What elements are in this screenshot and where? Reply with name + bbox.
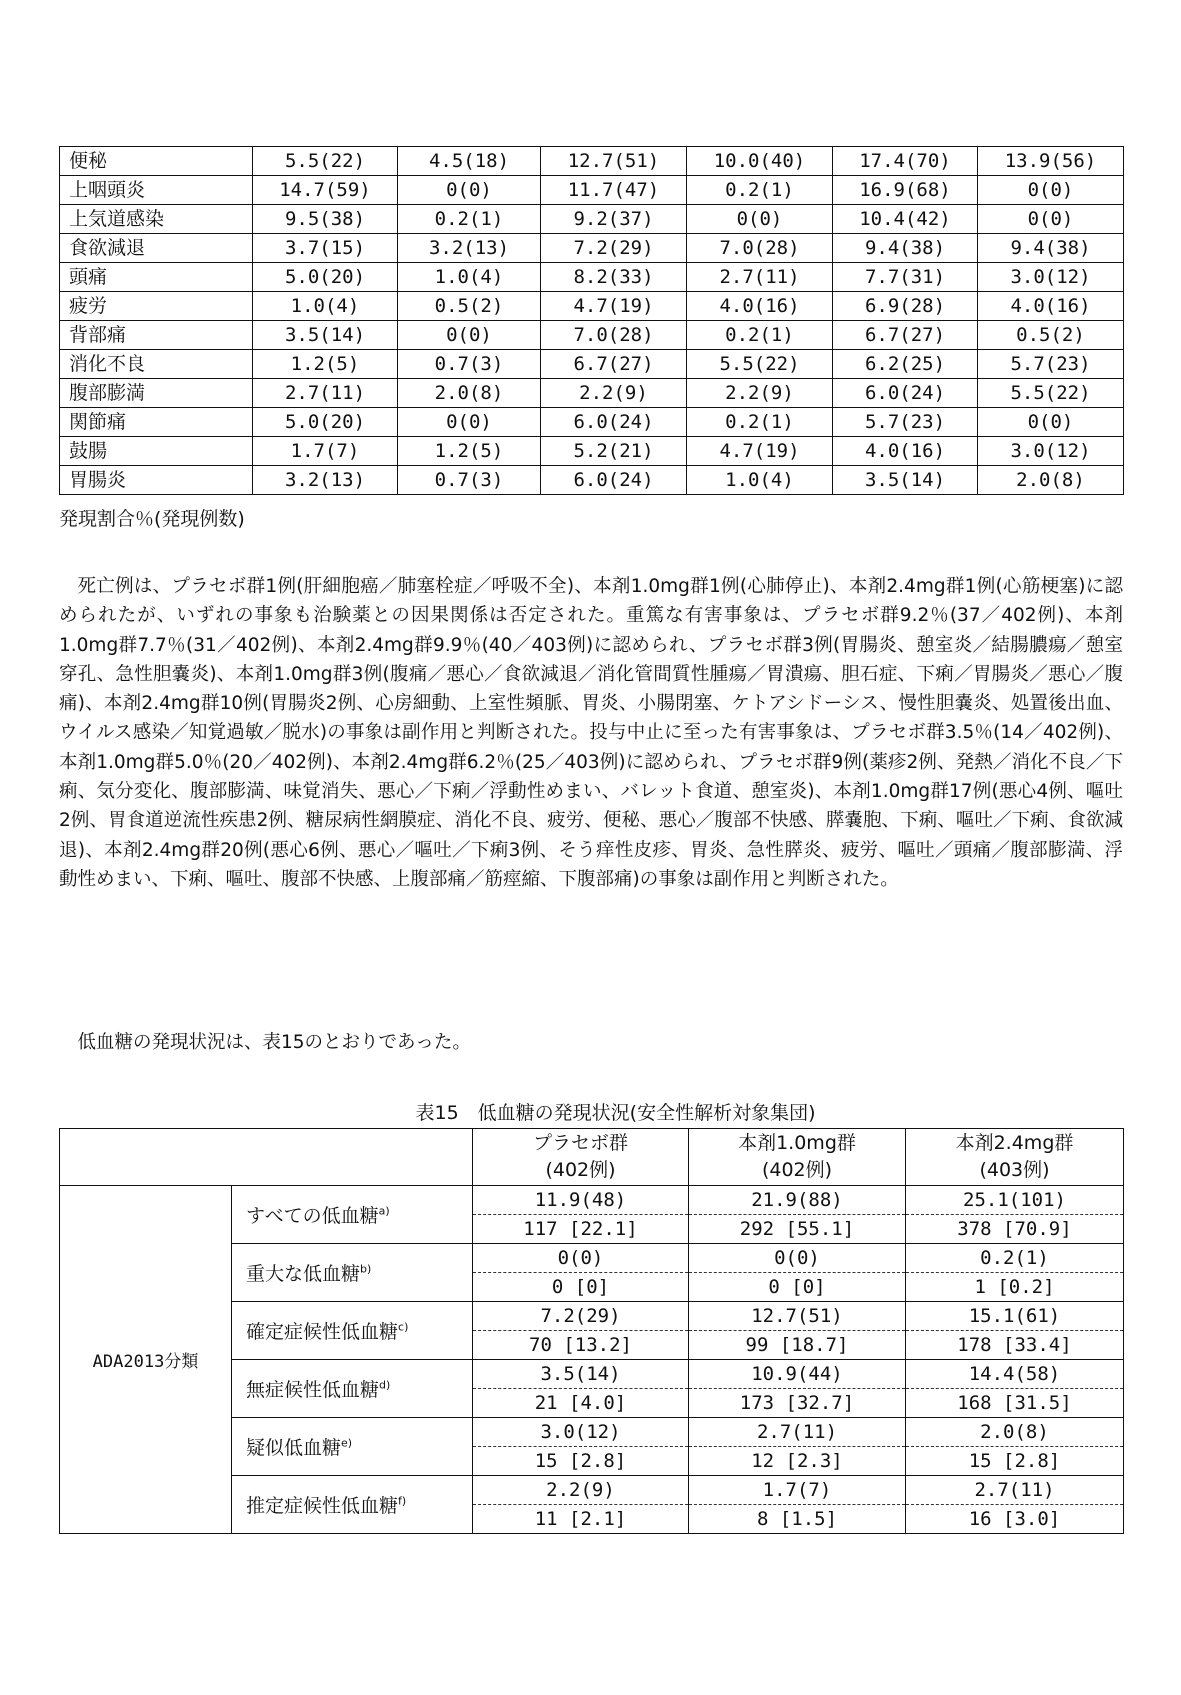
value-cell: 4.0(16)	[978, 292, 1124, 321]
value-cell: 3.2(13)	[398, 234, 541, 263]
incidence-cell: 12.7(51)	[689, 1302, 906, 1331]
value-cell: 10.0(40)	[687, 147, 833, 176]
table-row	[60, 1186, 1124, 1215]
value-cell: 5.2(21)	[541, 437, 687, 466]
value-cell: 1.0(4)	[687, 466, 833, 495]
value-cell: 0.5(2)	[398, 292, 541, 321]
value-cell: 1.7(7)	[253, 437, 398, 466]
value-cell: 2.2(9)	[541, 379, 687, 408]
event-count-cell: 178 [33.4]	[906, 1331, 1124, 1360]
event-count-cell: 8 [1.5]	[689, 1505, 906, 1534]
header-n: (402例)	[761, 1159, 833, 1181]
value-cell: 2.7(11)	[253, 379, 398, 408]
event-name-cell: 胃腸炎	[60, 466, 253, 495]
value-cell: 6.7(27)	[833, 321, 978, 350]
footnote-marker: d)	[379, 1378, 391, 1392]
value-cell: 0.5(2)	[978, 321, 1124, 350]
value-cell: 12.7(51)	[541, 147, 687, 176]
category-label: 推定症候性低血糖	[246, 1495, 399, 1517]
incidence-cell: 0.2(1)	[906, 1244, 1124, 1273]
value-cell: 3.0(12)	[978, 263, 1124, 292]
table-row	[60, 379, 1124, 408]
header-row	[60, 1129, 1124, 1186]
incidence-cell: 15.1(61)	[906, 1302, 1124, 1331]
table-caption: 表15 低血糖の発現状況(安全性解析対象集団)	[415, 1102, 816, 1124]
table-row	[60, 263, 1124, 292]
value-cell: 17.4(70)	[833, 147, 978, 176]
value-cell: 1.0(4)	[398, 263, 541, 292]
category-cell	[232, 1244, 473, 1302]
value-cell: 2.0(8)	[398, 379, 541, 408]
event-count-cell: 292 [55.1]	[689, 1215, 906, 1244]
category-label: 重大な低血糖	[246, 1263, 361, 1285]
event-count-cell: 168 [31.5]	[906, 1389, 1124, 1418]
incidence-cell: 21.9(88)	[689, 1186, 906, 1215]
value-cell: 0(0)	[978, 205, 1124, 234]
value-cell: 1.2(5)	[398, 437, 541, 466]
event-count-cell: 21 [4.0]	[473, 1389, 689, 1418]
footnote-marker: a)	[378, 1204, 390, 1218]
event-count-cell: 378 [70.9]	[906, 1215, 1124, 1244]
incidence-cell: 2.2(9)	[473, 1476, 689, 1505]
incidence-cell: 1.7(7)	[689, 1476, 906, 1505]
incidence-cell: 2.7(11)	[906, 1476, 1124, 1505]
event-count-cell: 11 [2.1]	[473, 1505, 689, 1534]
value-cell: 2.2(9)	[687, 379, 833, 408]
value-cell: 9.2(37)	[541, 205, 687, 234]
value-cell: 1.0(4)	[253, 292, 398, 321]
event-name-cell: 関節痛	[60, 408, 253, 437]
table-row	[60, 437, 1124, 466]
header-name: プラセボ群	[532, 1132, 628, 1154]
event-count-cell: 117 [22.1]	[473, 1215, 689, 1244]
value-cell: 6.0(24)	[541, 466, 687, 495]
table-note: 発現割合％(発現例数)	[59, 508, 245, 530]
value-cell: 3.2(13)	[253, 466, 398, 495]
value-cell: 5.7(23)	[833, 408, 978, 437]
value-cell: 0.7(3)	[398, 466, 541, 495]
table-row	[60, 176, 1124, 205]
category-label: 確定症候性低血糖	[246, 1321, 399, 1343]
value-cell: 9.4(38)	[978, 234, 1124, 263]
value-cell: 4.5(18)	[398, 147, 541, 176]
value-cell: 3.7(15)	[253, 234, 398, 263]
category-cell	[232, 1186, 473, 1244]
value-cell: 5.0(20)	[253, 263, 398, 292]
event-count-cell: 15 [2.8]	[906, 1447, 1124, 1476]
value-cell: 6.0(24)	[541, 408, 687, 437]
value-cell: 5.5(22)	[687, 350, 833, 379]
value-cell: 5.5(22)	[253, 147, 398, 176]
value-cell: 0(0)	[398, 321, 541, 350]
value-cell: 6.2(25)	[833, 350, 978, 379]
table-row	[60, 205, 1124, 234]
event-name-cell: 上気道感染	[60, 205, 253, 234]
event-count-cell: 1 [0.2]	[906, 1273, 1124, 1302]
value-cell: 2.7(11)	[687, 263, 833, 292]
table-row	[60, 234, 1124, 263]
event-count-cell: 16 [3.0]	[906, 1505, 1124, 1534]
event-count-cell: 173 [32.7]	[689, 1389, 906, 1418]
category-cell	[232, 1302, 473, 1360]
event-name-cell: 背部痛	[60, 321, 253, 350]
group-label-cell: ADA2013分類	[60, 1186, 232, 1534]
value-cell: 0(0)	[398, 176, 541, 205]
adverse-events-table	[59, 146, 1124, 495]
value-cell: 3.5(14)	[253, 321, 398, 350]
incidence-cell: 25.1(101)	[906, 1186, 1124, 1215]
value-cell: 4.0(16)	[833, 437, 978, 466]
event-count-cell: 0 [0]	[473, 1273, 689, 1302]
event-name-cell: 食欲減退	[60, 234, 253, 263]
incidence-cell: 7.2(29)	[473, 1302, 689, 1331]
footnote-marker: c)	[398, 1320, 409, 1334]
header-name: 本剤2.4mg群	[955, 1132, 1074, 1154]
value-cell: 0(0)	[978, 176, 1124, 205]
incidence-cell: 14.4(58)	[906, 1360, 1124, 1389]
value-cell: 0.2(1)	[687, 321, 833, 350]
event-name-cell: 便秘	[60, 147, 253, 176]
value-cell: 3.0(12)	[978, 437, 1124, 466]
category-cell	[232, 1360, 473, 1418]
value-cell: 6.7(27)	[541, 350, 687, 379]
header-2-4mg	[906, 1129, 1124, 1186]
footnote-marker: e)	[341, 1436, 353, 1450]
value-cell: 0(0)	[398, 408, 541, 437]
value-cell: 8.2(33)	[541, 263, 687, 292]
category-label: 無症候性低血糖	[246, 1379, 380, 1401]
event-name-cell: 疲労	[60, 292, 253, 321]
category-cell	[232, 1476, 473, 1534]
event-name-cell: 鼓腸	[60, 437, 253, 466]
event-count-cell: 0 [0]	[689, 1273, 906, 1302]
value-cell: 1.2(5)	[253, 350, 398, 379]
hypoglycemia-table	[59, 1128, 1124, 1534]
value-cell: 16.9(68)	[833, 176, 978, 205]
table-row	[60, 466, 1124, 495]
value-cell: 7.7(31)	[833, 263, 978, 292]
value-cell: 13.9(56)	[978, 147, 1124, 176]
value-cell: 2.0(8)	[978, 466, 1124, 495]
table-row	[60, 292, 1124, 321]
value-cell: 10.4(42)	[833, 205, 978, 234]
value-cell: 0.2(1)	[687, 408, 833, 437]
incidence-cell: 11.9(48)	[473, 1186, 689, 1215]
event-name-cell: 腹部膨満	[60, 379, 253, 408]
table-row	[60, 408, 1124, 437]
footnote-marker: f)	[398, 1494, 407, 1508]
event-count-cell: 70 [13.2]	[473, 1331, 689, 1360]
value-cell: 0.7(3)	[398, 350, 541, 379]
value-cell: 5.0(20)	[253, 408, 398, 437]
value-cell: 3.5(14)	[833, 466, 978, 495]
header-n: (403例)	[979, 1159, 1050, 1181]
body-paragraph-2: 低血糖の発現状況は、表15のとおりであった。	[77, 1032, 471, 1053]
value-cell: 4.7(19)	[687, 437, 833, 466]
body-paragraph: 死亡例は、プラセボ群1例(肝細胞癌／肺塞栓症／呼吸不全)、本剤1.0mg群1例(心肺停止)、本剤2.4mg群1例(心筋梗塞)に認められたが、いずれの事象も治験薬との因果関係は否定された。重篤な有害事象は、プラセボ群9.2％(37／402例)、本剤1.0mg群7.7％(31／402例)、本剤2.4mg群9.9％(40／403例)に認められ、プラセボ群3例(胃腸炎、憩室炎／結腸膿瘍／憩室穿孔、急性胆嚢炎)、本剤1.0mg群3例(腹痛／悪心／食欲減退／消化管間質性腫瘍／胃潰瘍、胆石症、下痢／胃腸炎／悪心／腹痛)、本剤2.4mg群10例(胃腸炎2例、心房細動、上室性頻脈、胃炎、小腸閉塞、ケトアシドーシス、慢性胆嚢炎、処置後出血、ウイルス感染／知覚過敏／脱水)の事象は副作用と判断された。投与中止に至った有害事象は、プラセボ群3.5％(14／402例)、本剤1.0mg群5.0％(20／402例)、本剤2.4mg群6.2％(25／403例)に認められ、プラセボ群9例(薬疹2例、発熱／消化不良／下痢、気分変化、腹部膨満、味覚消失、悪心／下痢／浮動性めまい、バレット食道、憩室炎)、本剤1.0mg群17例(悪心4例、嘔吐2例、胃食道逆流性疾患2例、糖尿病性網膜症、消化不良、疲労、便秘、悪心／腹部不快感、膵嚢胞、下痢、嘔吐／下痢、食欲減退)、本剤2.4mg群20例(悪心6例、悪心／嘔吐／下痢3例、そう痒性皮疹、胃炎、急性膵炎、疲労、嘔吐／頭痛／腹部膨満、浮動性めまい、下痢、嘔吐、腹部不快感、上腹部痛／筋痙縮、下腹部痛)の事象は副作用と判断された。	[59, 576, 1123, 890]
value-cell: 6.0(24)	[833, 379, 978, 408]
footnote-marker: b)	[360, 1262, 372, 1276]
event-count-cell: 12 [2.3]	[689, 1447, 906, 1476]
value-cell: 7.2(29)	[541, 234, 687, 263]
value-cell: 14.7(59)	[253, 176, 398, 205]
incidence-cell: 2.0(8)	[906, 1418, 1124, 1447]
value-cell: 6.9(28)	[833, 292, 978, 321]
value-cell: 4.7(19)	[541, 292, 687, 321]
event-name-cell: 頭痛	[60, 263, 253, 292]
header-placebo	[473, 1129, 689, 1186]
value-cell: 0.2(1)	[687, 176, 833, 205]
category-label: すべての低血糖	[246, 1205, 379, 1227]
event-name-cell: 上咽頭炎	[60, 176, 253, 205]
value-cell: 4.0(16)	[687, 292, 833, 321]
table-row	[60, 350, 1124, 379]
event-count-cell: 99 [18.7]	[689, 1331, 906, 1360]
incidence-cell: 2.7(11)	[689, 1418, 906, 1447]
value-cell: 0(0)	[978, 408, 1124, 437]
header-name: 本剤1.0mg群	[738, 1132, 856, 1154]
incidence-cell: 10.9(44)	[689, 1360, 906, 1389]
value-cell: 0(0)	[687, 205, 833, 234]
incidence-cell: 0(0)	[689, 1244, 906, 1273]
value-cell: 5.7(23)	[978, 350, 1124, 379]
header-empty-cell	[60, 1129, 473, 1186]
event-count-cell: 15 [2.8]	[473, 1447, 689, 1476]
value-cell: 5.5(22)	[978, 379, 1124, 408]
value-cell: 11.7(47)	[541, 176, 687, 205]
value-cell: 0.2(1)	[398, 205, 541, 234]
value-cell: 9.5(38)	[253, 205, 398, 234]
incidence-cell: 0(0)	[473, 1244, 689, 1273]
value-cell: 7.0(28)	[687, 234, 833, 263]
category-label: 疑似低血糖	[246, 1437, 342, 1459]
incidence-cell: 3.0(12)	[473, 1418, 689, 1447]
table-row	[60, 321, 1124, 350]
value-cell: 7.0(28)	[541, 321, 687, 350]
event-name-cell: 消化不良	[60, 350, 253, 379]
value-cell: 9.4(38)	[833, 234, 978, 263]
incidence-cell: 3.5(14)	[473, 1360, 689, 1389]
category-cell	[232, 1418, 473, 1476]
header-1mg	[689, 1129, 906, 1186]
table-row	[60, 147, 1124, 176]
header-n: (402例)	[545, 1159, 616, 1181]
